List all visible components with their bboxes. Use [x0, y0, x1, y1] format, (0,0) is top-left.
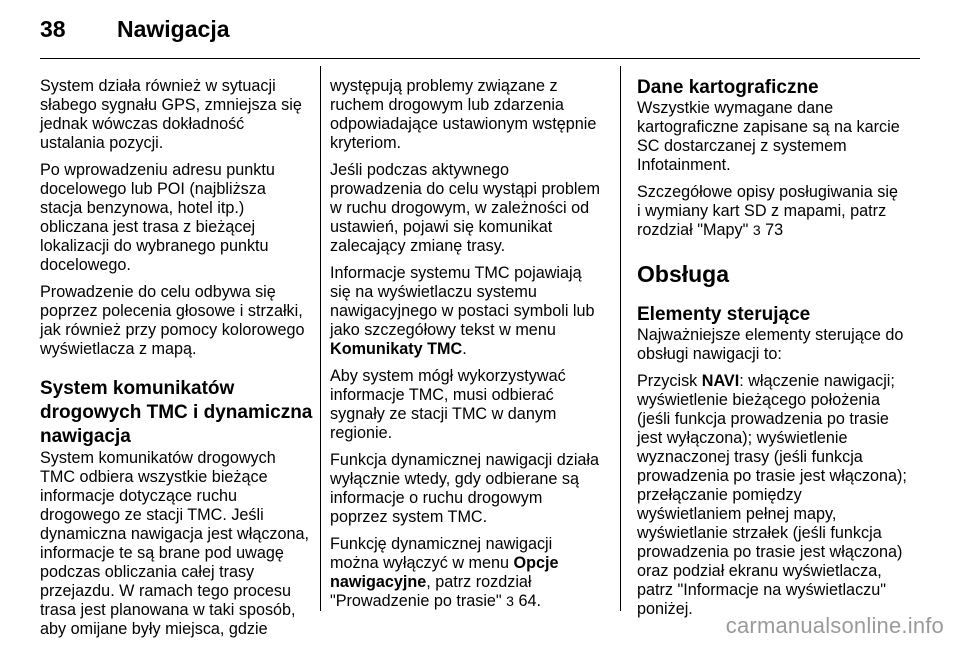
text-line: informacje o ruchu drogowym	[330, 489, 543, 507]
column-2	[330, 77, 606, 619]
text-line: wyświetlenie bieżącego położenia	[637, 391, 880, 409]
text-line: nawigacyjnego w postaci symboli lub	[330, 302, 595, 320]
text-line: trasa jest planowana w taki sposób,	[40, 601, 296, 619]
text-fragment: Przycisk	[637, 372, 702, 390]
text-line: regionie.	[330, 424, 393, 442]
paragraph	[40, 77, 312, 153]
text-line	[330, 340, 606, 359]
text-line: poprzez system TMC.	[330, 508, 488, 526]
text-line: występują problemy związane z	[330, 77, 558, 95]
paragraph	[330, 367, 606, 443]
text-line: kryteriom.	[330, 134, 402, 152]
page-reference[interactable]: 64.	[513, 592, 541, 610]
text-line: ruchem drogowym lub zdarzenia	[330, 96, 564, 114]
paragraph	[637, 183, 927, 240]
text-line: (jeśli funkcja prowadzenia po trasie	[637, 410, 889, 428]
menu-name-opcje: Opcje	[513, 554, 559, 572]
text-line: jako szczegółowy tekst w menu	[330, 321, 556, 339]
text-line: Jeśli podczas aktywnego	[330, 161, 510, 179]
text-line: się na wyświetlaczu systemu	[330, 283, 537, 301]
text-line: Funkcję dynamicznej nawigacji	[330, 535, 553, 553]
text-line: oraz podział ekranu wyświetlacza,	[637, 562, 882, 580]
header-rule	[40, 58, 920, 59]
text-fragment: rozdział "Mapy"	[637, 221, 753, 239]
paragraph	[330, 161, 606, 256]
text-line: prowadzenia po trasie jest włączona)	[637, 543, 903, 561]
text-line	[330, 554, 606, 573]
text-line: System komunikatów drogowych	[40, 449, 276, 467]
paragraph	[40, 449, 312, 639]
text-line: kartograficzne zapisane są na karcie	[637, 118, 900, 136]
chapter-title: Nawigacja	[117, 16, 230, 42]
text-fragment: "Prowadzenie po trasie"	[330, 592, 507, 610]
button-name-navi: NAVI	[701, 372, 740, 390]
text-line: informacje dotyczące ruchu	[40, 487, 238, 505]
column-3	[637, 77, 927, 627]
text-fragment: , patrz rozdział	[426, 573, 532, 591]
text-line: ustalania pozycji.	[40, 134, 164, 152]
text-line: prowadzenia po trasie jest włączona);	[637, 467, 907, 485]
text-line: w ruchu drogowym, w zależności od	[330, 199, 590, 217]
text-line: obliczana jest trasa z bieżącej	[40, 218, 256, 236]
text-line: Funkcja dynamicznej nawigacji działa	[330, 451, 600, 469]
text-line: przełączanie pomiędzy	[637, 486, 802, 504]
text-line: SC dostarczanej z systemem	[637, 137, 847, 155]
text-line: Informacje systemu TMC pojawiają	[330, 264, 582, 282]
text-line: przejazdu. W ramach tego procesu	[40, 582, 292, 600]
main-heading-obsluga: Obsługa	[637, 261, 730, 287]
paragraph	[330, 264, 606, 359]
text-line: poprzez polecenia głosowe i strzałki,	[40, 302, 303, 320]
text-line: zalecający zmianę trasy.	[330, 237, 506, 255]
menu-name-nawigacyjne: nawigacyjne	[330, 573, 427, 591]
paragraph	[637, 326, 927, 364]
text-line: lokalizacji do wybranego punktu	[40, 237, 269, 255]
text-line: Infotainment.	[637, 156, 731, 174]
text-line: Szczegółowe opisy posługiwania się	[637, 183, 898, 201]
heading-line: nawigacja	[40, 426, 131, 447]
text-line: prowadzenia do celu wystąpi problem	[330, 180, 600, 198]
text-line: informacje TMC, musi odbierać	[330, 386, 554, 404]
paragraph	[330, 77, 606, 153]
text-line	[637, 221, 927, 240]
paragraph	[637, 372, 927, 619]
text-line: poniżej.	[637, 600, 693, 618]
page-header	[40, 16, 230, 50]
text-line: Najważniejsze elementy sterujące do	[637, 326, 904, 344]
text-line: podczas obliczania całej trasy	[40, 563, 255, 581]
text-line: wyznaczonej trasy (jeśli funkcja	[637, 448, 863, 466]
text-line: Po wprowadzeniu adresu punktu	[40, 161, 275, 179]
heading-line: drogowych TMC i dynamiczna	[40, 402, 313, 423]
text-line: Prowadzenie do celu odbywa się	[40, 283, 276, 301]
text-line	[330, 592, 606, 611]
column-divider-2	[620, 66, 621, 611]
text-line: jednak wówczas dokładność	[40, 115, 245, 133]
text-line: System działa również w sytuacji	[40, 77, 276, 95]
watermark: carmanualsonline.info	[725, 613, 944, 638]
paragraph	[40, 161, 312, 275]
text-line: jak również przy pomocy kolorowego	[40, 321, 305, 339]
text-line: docelowego.	[40, 256, 131, 274]
section-heading-tmc	[40, 377, 312, 449]
text-line: informacje te są brane pod uwagę	[40, 544, 284, 562]
column-1	[40, 77, 312, 647]
menu-name-komunikaty-tmc: Komunikaty TMC	[330, 340, 463, 358]
text-line: słabego sygnału GPS, zmniejsza się	[40, 96, 302, 114]
text-line: i wymiany kart SD z mapami, patrz	[637, 202, 887, 220]
page-number: 38	[40, 16, 66, 42]
text-line: Aby system mógł wykorzystywać	[330, 367, 566, 385]
text-line: wyświetlacza z mapą.	[40, 340, 197, 358]
text-line: sygnały ze stacji TMC w danym	[330, 405, 557, 423]
text-line: patrz "Informacje na wyświetlaczu"	[637, 581, 887, 599]
text-line: jest wyłączona); wyświetlenie	[637, 429, 848, 447]
paragraph	[637, 99, 927, 175]
text-line: dynamiczna nawigacja jest włączona,	[40, 525, 310, 543]
text-line: wyświetlaniem pełnej mapy,	[637, 505, 837, 523]
section-heading-map-data: Dane kartograficzne	[637, 77, 819, 98]
page-reference[interactable]: 73	[760, 221, 784, 239]
text-line: stacja benzynowa, hotel itp.)	[40, 199, 245, 217]
section-heading-controls: Elementy sterujące	[637, 304, 811, 325]
paragraph	[330, 451, 606, 527]
text-line: ustawień, pojawi się komunikat	[330, 218, 553, 236]
paragraph	[330, 535, 606, 611]
text-line: wyłącznie wtedy, gdy odbierane są	[330, 470, 579, 488]
paragraph	[40, 283, 312, 359]
column-divider-1	[320, 66, 321, 611]
text-line	[637, 372, 927, 391]
text-fragment: można wyłączyć w menu	[330, 554, 514, 572]
reference-arrow-icon: 3	[506, 593, 514, 609]
text-line: aby omijane były miejsca, gdzie	[40, 620, 268, 638]
punctuation: .	[462, 340, 467, 358]
text-line: obsługi nawigacji to:	[637, 345, 782, 363]
text-fragment: : włączenie nawigacji;	[739, 372, 895, 390]
heading-line: System komunikatów	[40, 378, 235, 399]
text-line: Wszystkie wymagane dane	[637, 99, 834, 117]
reference-arrow-icon: 3	[752, 222, 761, 238]
text-line: drogowego ze stacji TMC. Jeśli	[40, 506, 264, 524]
text-line: odpowiadające ustawionym wstępnie	[330, 115, 597, 133]
text-line: wyświetlanie strzałek (jeśli funkcja	[637, 524, 882, 542]
text-line: docelowego lub POI (najbliższa	[40, 180, 266, 198]
text-line	[330, 573, 606, 592]
text-line: TMC odbiera wszystkie bieżące	[40, 468, 268, 486]
